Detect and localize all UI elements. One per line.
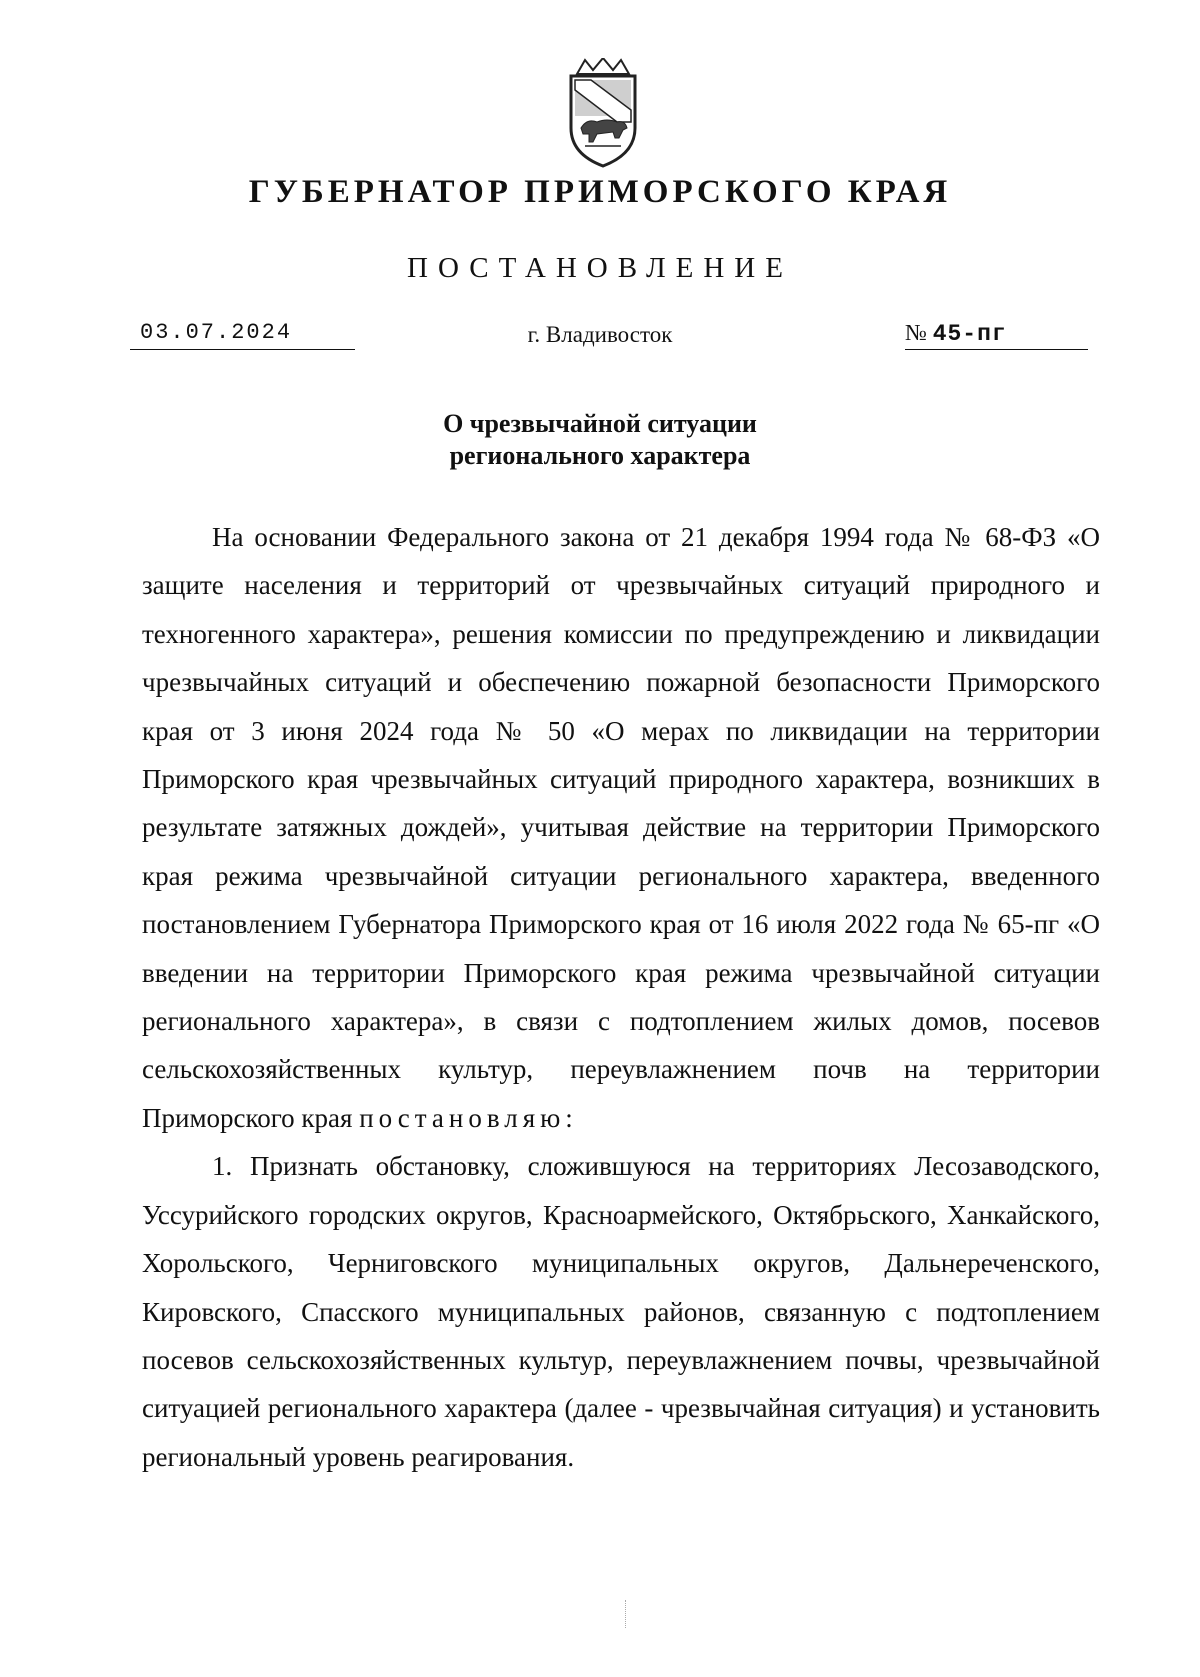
document-city: г. Владивосток <box>527 322 673 347</box>
number-prefix: № <box>905 320 933 345</box>
title-line-2: регионального характера <box>449 441 751 470</box>
scan-artifact <box>625 1600 627 1628</box>
issuer-heading: ГУБЕРНАТОР ПРИМОРСКОГО КРАЯ <box>248 174 952 210</box>
document-date: 03.07.2024 <box>130 320 355 350</box>
preamble-paragraph <box>142 513 1100 1142</box>
item-1-paragraph: 1. Признать обстановку, сложившуюся на территориях Лесозаводского, Уссурийского городских округов, Красноармейского, Октябрьского, Ханкайского, Хорольского, Черниговского муниципальных округов, Дальнереченского, Кировского, Спасского муниципальных районов, связанную с подтоплением посевов сельскохозяйственных культур, переувлажнением почвы, чрезвычайной ситуацией регионального характера (далее - чрезвычайная ситуация) и установить региональный уровень реагирования. <box>142 1151 1100 1472</box>
primorsky-coat-of-arms-icon <box>567 58 639 170</box>
document-number <box>905 320 1088 350</box>
title-line-1: О чрезвычайной ситуации <box>443 409 757 438</box>
document-title <box>0 408 1200 472</box>
document-body <box>142 513 1100 1481</box>
resolves-word: постановляю: <box>359 1102 578 1133</box>
document-type: ПОСТАНОВЛЕНИЕ <box>407 252 793 284</box>
number-value: 45-пг <box>932 321 1007 347</box>
preamble-text: На основании Федерального закона от 21 декабря 1994 года № 68-ФЗ «О защите населения и территорий от чрезвычайных ситуаций природного и техногенного характера», решения комиссии по предупреждению и ликвидации чрезвычайных ситуаций и обеспечению пожарной безопасности Приморского края от 3 июня 2024 года № 50 «О мерах по ликвидации на территории Приморского края чрезвычайных ситуаций природного характера, возникших в результате затяжных дождей», учитывая действие на территории Приморского края режима чрезвычайной ситуации регионального характера, введенного постановлением Губернатора Приморского края от 16 июля 2022 года № 65-пг «О введении на территории Приморского края режима чрезвычайной ситуации регионального характера», в связи с подтоплением жилых домов, посевов сельскохозяйственных культур, переувлажнением почв на территории Приморского края <box>142 522 1100 1133</box>
